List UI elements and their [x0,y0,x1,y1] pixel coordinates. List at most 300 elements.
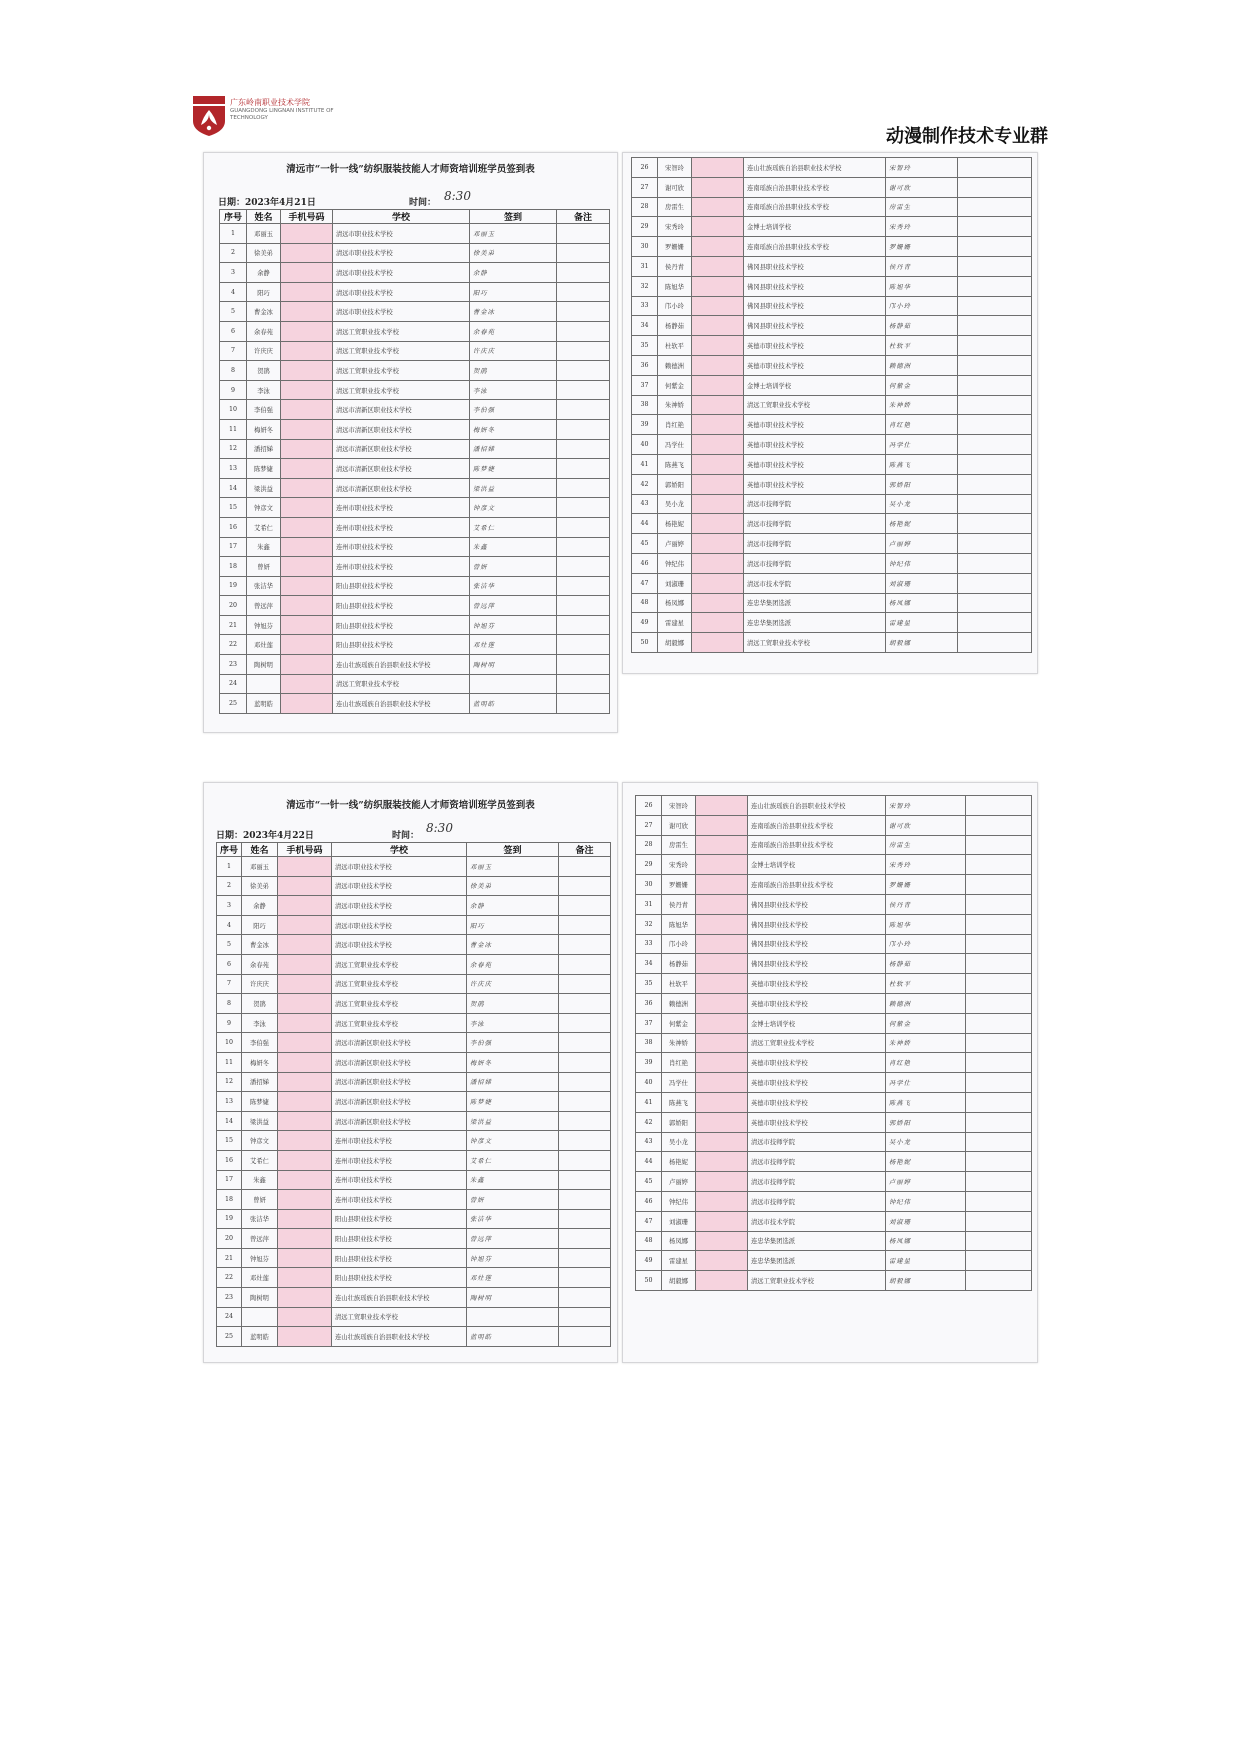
school-name: 清远工贸职业技术学校 [333,380,470,400]
school-name: 连南瑶族自治县职业技术学校 [748,835,886,855]
school-name: 清远市清新区职业技术学校 [332,1052,467,1072]
roster-row [632,415,1032,435]
phone-number-redacted [692,573,744,593]
student-name: 雷建星 [662,1251,696,1271]
student-name: 杨艳妮 [658,514,692,534]
sheet-date: 日期：2023年4月21日 [218,198,316,208]
school-name: 清远市技术学院 [744,573,886,593]
student-name: 蓝明皓 [242,1327,278,1347]
school-name: 金博士培训学校 [748,855,886,875]
phone-number-redacted [281,517,333,537]
signature: 贺鹃 [470,361,557,381]
remark-cell [559,994,611,1014]
signature: 曾远萍 [467,1229,559,1249]
student-name: 雷建星 [658,613,692,633]
phone-number-redacted [281,596,333,616]
signature: 艾希仁 [470,517,557,537]
remark-cell [966,1013,1032,1033]
school-name: 连南瑶族自治县职业技术学校 [744,177,886,197]
row-number: 32 [632,276,658,296]
school-name: 英德市职业技术学校 [744,454,886,474]
signature: 钟纪伟 [886,553,958,573]
roster-table [216,842,611,1347]
phone-number-redacted [692,435,744,455]
school-name: 阳山县职业技术学校 [332,1268,467,1288]
phone-number-redacted [278,915,332,935]
phone-number-redacted [696,875,748,895]
phone-number-redacted [696,1132,748,1152]
phone-number-redacted [281,302,333,322]
roster-row [632,316,1032,336]
student-name: 曾妍 [242,1190,278,1210]
remark-cell [966,796,1032,816]
phone-number-redacted [696,1271,748,1291]
roster-row [636,796,1032,816]
student-name: 卢丽婷 [662,1172,696,1192]
roster-row [632,613,1032,633]
row-number: 31 [632,256,658,276]
signature: 卢丽婷 [886,1172,966,1192]
phone-number-redacted [696,974,748,994]
signature: 郭娇阳 [886,1112,966,1132]
col-header: 学校 [333,210,470,224]
row-number: 22 [217,1268,242,1288]
student-name: 朱鑫 [242,1170,278,1190]
remark-cell [958,336,1032,356]
signature: 李泳 [467,1013,559,1033]
row-number: 35 [636,974,662,994]
row-number: 46 [632,553,658,573]
school-name: 清远市职业技术学校 [333,243,470,263]
phone-number-redacted [696,934,748,954]
remark-cell [958,435,1032,455]
roster-row [217,1209,611,1229]
remark-cell [559,1268,611,1288]
school-name: 清远工贸职业技术学校 [333,674,470,694]
roster-row [217,954,611,974]
signature: 邓灶莲 [467,1268,559,1288]
remark-cell [559,876,611,896]
row-number: 12 [220,439,247,459]
student-name: 侯丹青 [662,894,696,914]
signature: 杨艳妮 [886,1152,966,1172]
remark-cell [557,282,610,302]
phone-number-redacted [692,336,744,356]
remark-cell [559,1248,611,1268]
roster-row [217,896,611,916]
phone-number-redacted [692,197,744,217]
remark-cell [966,1191,1032,1211]
school-name: 连山壮族瑶族自治县职业技术学校 [333,694,470,714]
roster-row [217,1268,611,1288]
roster-row [220,674,610,694]
row-number: 22 [220,635,247,655]
remark-cell [958,573,1032,593]
row-number: 2 [220,243,247,263]
row-number: 3 [220,263,247,283]
roster-row [632,573,1032,593]
row-number: 19 [217,1209,242,1229]
row-number: 49 [636,1251,662,1271]
remark-cell [958,197,1032,217]
student-name: 宋秀玲 [658,217,692,237]
signature: 冯学仕 [886,1073,966,1093]
student-name: 蓝明皓 [247,694,281,714]
remark-cell [557,635,610,655]
remark-cell [557,302,610,322]
signature: 何紫金 [886,375,958,395]
signature: 杨凤娜 [886,593,958,613]
row-number: 17 [217,1170,242,1190]
student-name: 杨艳妮 [662,1152,696,1172]
remark-cell [966,1251,1032,1271]
remark-cell [966,954,1032,974]
student-name: 许庆庆 [242,974,278,994]
remark-cell [559,1052,611,1072]
school-name: 清远市清新区职业技术学校 [333,400,470,420]
phone-number-redacted [281,459,333,479]
remark-cell [958,355,1032,375]
signature: 李伯强 [467,1033,559,1053]
row-number: 50 [636,1271,662,1291]
row-number: 34 [636,954,662,974]
college-emblem-icon [192,95,226,137]
school-name: 清远市清新区职业技术学校 [332,1092,467,1112]
signature: 曹金冰 [470,302,557,322]
phone-number-redacted [278,1288,332,1308]
phone-number-redacted [692,474,744,494]
school-name: 清远工贸职业技术学校 [744,633,886,653]
remark-cell [559,1327,611,1347]
remark-cell [559,1131,611,1151]
phone-number-redacted [281,498,333,518]
student-name: 艾希仁 [242,1150,278,1170]
remark-cell [958,158,1032,178]
row-number: 15 [220,498,247,518]
phone-number-redacted [278,1248,332,1268]
roster-row [220,341,610,361]
school-name: 清远工贸职业技术学校 [332,954,467,974]
phone-number-redacted [281,380,333,400]
phone-number-redacted [692,415,744,435]
school-name: 清远市职业技术学校 [332,935,467,955]
school-name: 清远工贸职业技术学校 [332,974,467,994]
row-number: 36 [636,993,662,1013]
roster-row [636,934,1032,954]
roster-row [220,459,610,479]
roster-row [636,815,1032,835]
roster-row [636,1013,1032,1033]
signature: 赖德洲 [886,993,966,1013]
row-number: 20 [220,596,247,616]
signature: 罗姗姗 [886,875,966,895]
student-name: 陈梦婕 [242,1092,278,1112]
signature: 钟彦文 [467,1131,559,1151]
signature: 宋秀玲 [886,855,966,875]
row-number: 42 [636,1112,662,1132]
remark-cell [966,934,1032,954]
roster-row [632,237,1032,257]
school-name: 清远工贸职业技术学校 [332,994,467,1014]
school-name: 清远市清新区职业技术学校 [333,419,470,439]
school-name: 清远市技师学院 [744,534,886,554]
roster-row [217,1052,611,1072]
roster-row [636,1152,1032,1172]
phone-number-redacted [692,276,744,296]
row-number: 24 [220,674,247,694]
school-name: 连州市职业技术学校 [333,517,470,537]
college-name-en: GUANGDONG LINGNAN INSTITUTE OF TECHNOLOGY [230,108,334,121]
sheet-title: 清远市“一针一线”纺织服装技能人才师资培训班学员签到表 [286,800,535,811]
school-name: 连州市职业技术学校 [332,1170,467,1190]
row-number: 34 [632,316,658,336]
signature: 阳巧 [467,915,559,935]
signature: 梅妍冬 [467,1052,559,1072]
school-name: 清远市技师学院 [744,553,886,573]
roster-row [217,1190,611,1210]
row-number: 49 [632,613,658,633]
student-name: 余静 [242,896,278,916]
signature: 邝小玲 [886,296,958,316]
signature: 张洁华 [470,576,557,596]
col-header: 姓名 [242,843,278,857]
roster-row [636,894,1032,914]
phone-number-redacted [692,158,744,178]
remark-cell [958,177,1032,197]
student-name: 梁洪益 [247,478,281,498]
remark-cell [559,1111,611,1131]
signature: 曾妍 [470,557,557,577]
phone-number-redacted [281,635,333,655]
row-number: 15 [217,1131,242,1151]
signature: 杨静茹 [886,954,966,974]
remark-cell [557,321,610,341]
phone-number-redacted [278,876,332,896]
signature: 徐美弟 [467,876,559,896]
student-name: 何紫金 [658,375,692,395]
row-number: 3 [217,896,242,916]
row-number: 37 [636,1013,662,1033]
student-name: 李泳 [242,1013,278,1033]
school-name: 清远市职业技术学校 [332,876,467,896]
school-name: 清远市技师学院 [744,494,886,514]
phone-number-redacted [692,316,744,336]
roster-table [219,209,610,714]
remark-cell [559,1170,611,1190]
remark-cell [958,633,1032,653]
roster-row [632,454,1032,474]
school-name: 清远市技师学院 [748,1172,886,1192]
signature: 何紫金 [886,1013,966,1033]
phone-number-redacted [281,321,333,341]
student-name: 阳巧 [242,915,278,935]
sheet-day1-part2 [622,152,1038,674]
roster-row [632,177,1032,197]
signature: 冯学仕 [886,435,958,455]
school-name: 英德市职业技术学校 [748,1053,886,1073]
remark-cell [559,1092,611,1112]
school-name: 清远市职业技术学校 [332,915,467,935]
remark-cell [557,615,610,635]
remark-cell [557,361,610,381]
student-name: 冯学仕 [658,435,692,455]
roster-row [632,197,1032,217]
row-number: 44 [632,514,658,534]
remark-cell [559,1209,611,1229]
school-name: 佛冈县职业技术学校 [748,894,886,914]
school-name: 阳山县职业技术学校 [332,1209,467,1229]
signature: 邓丽玉 [470,224,557,244]
school-name: 清远市技师学院 [744,514,886,534]
row-number: 11 [220,419,247,439]
roster-row [636,1033,1032,1053]
row-number: 45 [636,1172,662,1192]
remark-cell [966,914,1032,934]
signature: 赖德洲 [886,355,958,375]
col-header: 备注 [557,210,610,224]
row-number: 21 [217,1248,242,1268]
row-number: 41 [632,454,658,474]
roster-row [217,857,611,877]
roster-row [632,534,1032,554]
phone-number-redacted [696,993,748,1013]
phone-number-redacted [692,494,744,514]
student-name [242,1307,278,1327]
roster-row [220,380,610,400]
signature: 侯丹青 [886,256,958,276]
phone-number-redacted [281,439,333,459]
signature: 朱鑫 [470,537,557,557]
roster-row [217,1013,611,1033]
signature: 钟旭芬 [470,615,557,635]
school-name: 清远工贸职业技术学校 [332,1307,467,1327]
school-name: 佛冈县职业技术学校 [748,934,886,954]
row-number: 12 [217,1072,242,1092]
roster-row [636,974,1032,994]
school-name: 清远市清新区职业技术学校 [332,1072,467,1092]
remark-cell [557,243,610,263]
phone-number-redacted [278,935,332,955]
remark-cell [557,263,610,283]
phone-number-redacted [696,914,748,934]
row-number: 33 [636,934,662,954]
row-number: 5 [217,935,242,955]
school-name: 英德市职业技术学校 [748,993,886,1013]
phone-number-redacted [696,1211,748,1231]
row-number: 27 [632,177,658,197]
phone-number-redacted [696,1112,748,1132]
school-name: 清远工贸职业技术学校 [333,321,470,341]
school-name: 清远市技术学院 [748,1211,886,1231]
signature: 潘招娣 [467,1072,559,1092]
remark-cell [559,954,611,974]
remark-cell [559,896,611,916]
signature: 陶树明 [467,1288,559,1308]
school-name: 连南瑶族自治县职业技术学校 [744,197,886,217]
phone-number-redacted [278,1033,332,1053]
school-name: 连州市职业技术学校 [332,1131,467,1151]
col-header: 备注 [559,843,611,857]
student-name: 杜软平 [662,974,696,994]
phone-number-redacted [278,1150,332,1170]
row-number: 32 [636,914,662,934]
remark-cell [966,993,1032,1013]
row-number: 31 [636,894,662,914]
phone-number-redacted [696,894,748,914]
remark-cell [966,894,1032,914]
school-name: 连忠华集团选派 [744,613,886,633]
roster-row [220,419,610,439]
student-name: 吴小龙 [662,1132,696,1152]
signature: 陈燕飞 [886,454,958,474]
signature: 许庆庆 [470,341,557,361]
phone-number-redacted [281,478,333,498]
student-name: 罗姗姗 [658,237,692,257]
row-number: 11 [217,1052,242,1072]
phone-number-redacted [692,355,744,375]
roster-row [636,875,1032,895]
school-name: 金博士培训学校 [744,375,886,395]
col-header: 序号 [220,210,247,224]
student-name: 宋智玲 [662,796,696,816]
student-name: 余春苑 [247,321,281,341]
school-name: 英德市职业技术学校 [748,974,886,994]
student-name: 曹金冰 [242,935,278,955]
roster-row [220,321,610,341]
student-name: 杨凤娜 [658,593,692,613]
school-name: 阳山县职业技术学校 [333,615,470,635]
phone-number-redacted [692,454,744,474]
student-name: 杨静茹 [658,316,692,336]
roster-row [220,243,610,263]
school-name: 佛冈县职业技术学校 [744,256,886,276]
remark-cell [559,1288,611,1308]
col-header: 签到 [470,210,557,224]
sheet-time-value: 8:30 [426,821,453,835]
row-number: 30 [632,237,658,257]
phone-number-redacted [696,796,748,816]
signature: 李伯强 [470,400,557,420]
phone-number-redacted [696,1152,748,1172]
school-name: 阳山县职业技术学校 [333,635,470,655]
school-name: 清远市职业技术学校 [332,896,467,916]
student-name: 曾远萍 [247,596,281,616]
roster-row [632,158,1032,178]
roster-row [636,914,1032,934]
roster-row [220,517,610,537]
student-name: 侯丹青 [658,256,692,276]
roster-row [217,1307,611,1327]
roster-row [220,694,610,714]
student-name: 徐美弟 [247,243,281,263]
student-name: 徐美弟 [242,876,278,896]
student-name: 刘淑珊 [658,573,692,593]
phone-number-redacted [278,1229,332,1249]
student-name: 许庆庆 [247,341,281,361]
phone-number-redacted [281,576,333,596]
phone-number-redacted [278,1190,332,1210]
signature: 邓灶莲 [470,635,557,655]
signature: 梁洪益 [470,478,557,498]
row-number: 38 [636,1033,662,1053]
student-name: 潘招娣 [247,439,281,459]
student-name: 钟纪伟 [658,553,692,573]
roster-row [632,217,1032,237]
signature: 梁洪益 [467,1111,559,1131]
row-number: 28 [632,197,658,217]
phone-number-redacted [692,256,744,276]
student-name: 余静 [247,263,281,283]
